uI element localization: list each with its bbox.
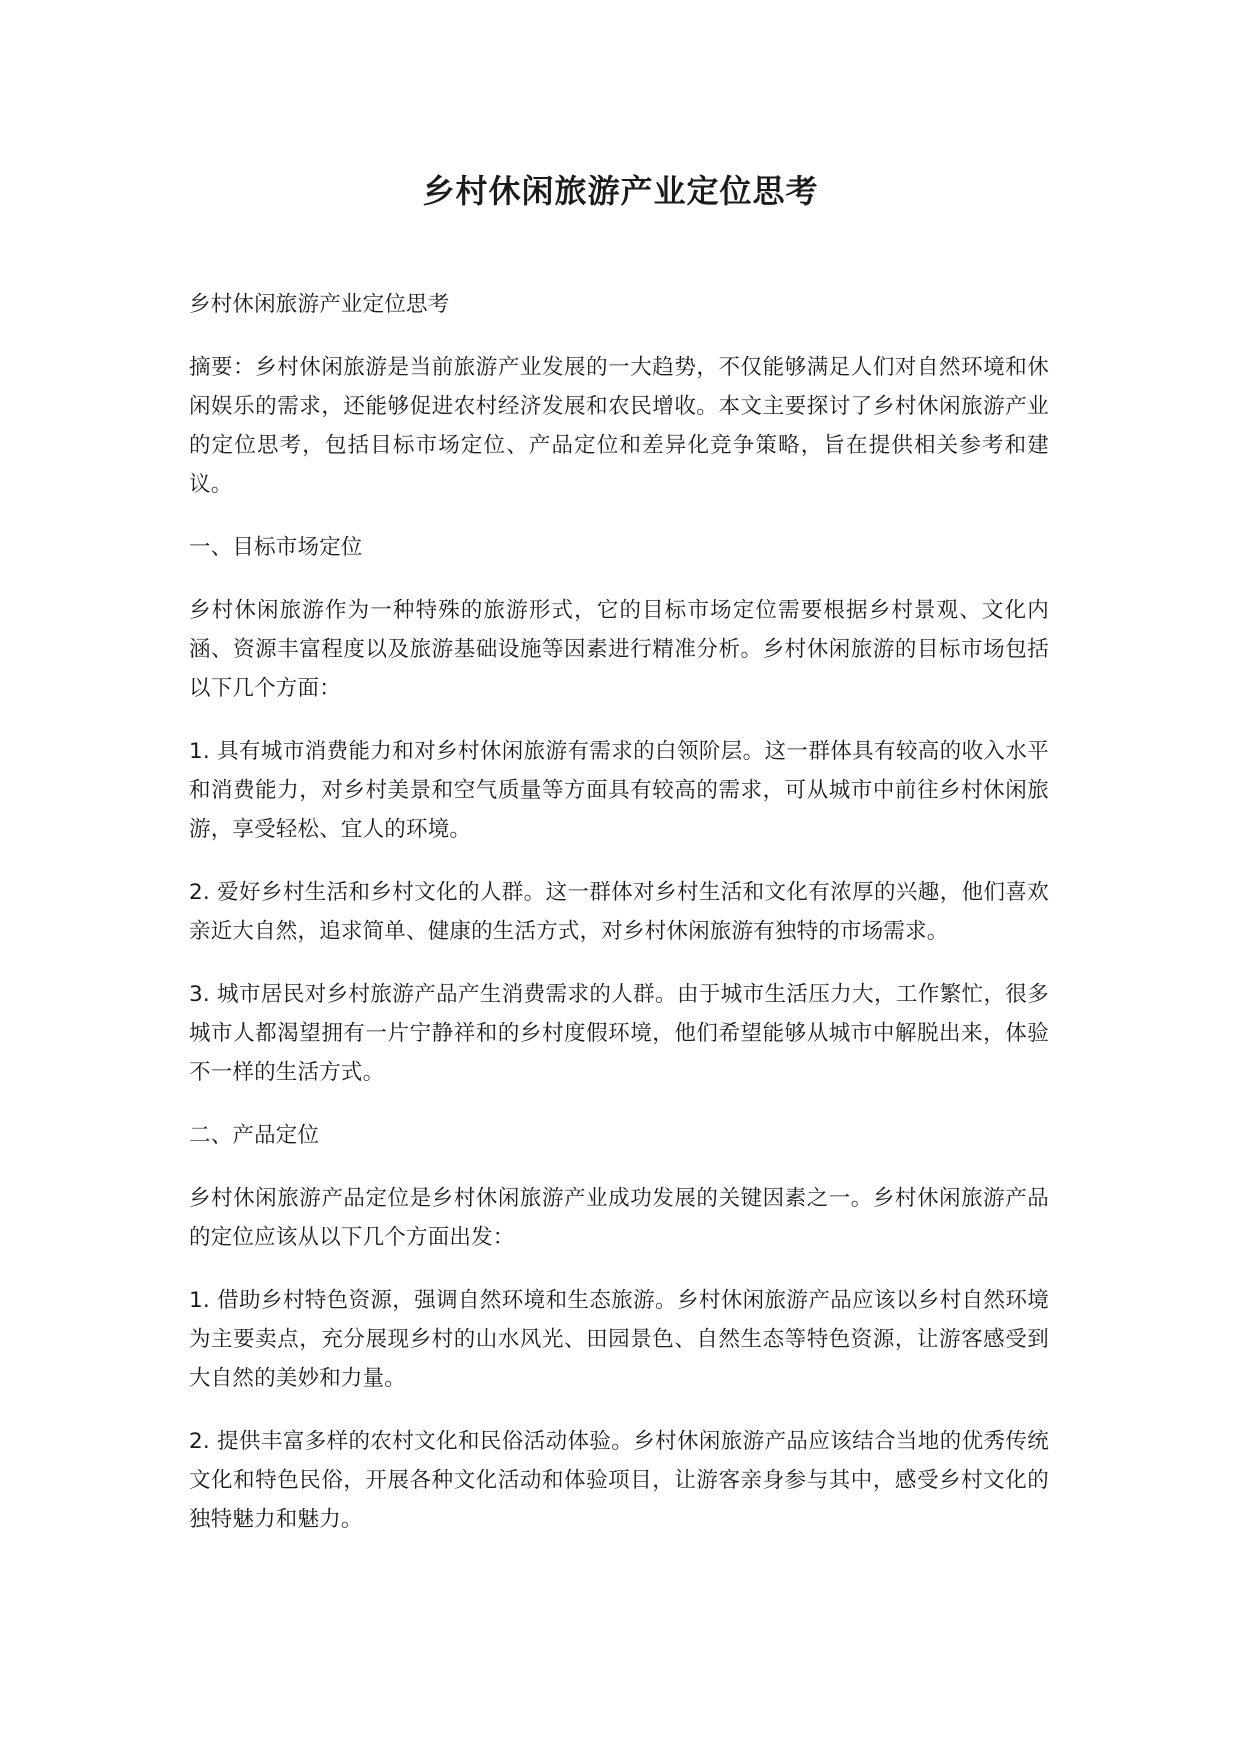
document-title: 乡村休闲旅游产业定位思考 [422,172,819,210]
document-body [189,285,1049,1563]
body-paragraph: 乡村休闲旅游产品定位是乡村休闲旅游产业成功发展的关键因素之一。乡村休闲旅游产品的定位应该从以下几个方面出发： [189,1186,1049,1250]
list-item-1: 1. 借助乡村特色资源，强调自然环境和生态旅游。乡村休闲旅游产品应该以乡村自然环境为主要卖点，充分展现乡村的山水风光、田园景色、自然生态等特色资源，让游客感受到大自然的美妙和力量。 [189,1288,1049,1391]
abstract-paragraph: 摘要：乡村休闲旅游是当前旅游产业发展的一大趋势，不仅能够满足人们对自然环境和休闲娱乐的需求，还能够促进农村经济发展和农民增收。本文主要探讨了乡村休闲旅游产业的定位思考，包括目标市场定位、产品定位和差异化竞争策略，旨在提供相关参考和建议。 [189,355,1049,497]
list-item-2: 2. 爱好乡村生活和乡村文化的人群。这一群体对乡村生活和文化有浓厚的兴趣，他们喜欢亲近大自然，追求简单、健康的生活方式，对乡村休闲旅游有独特的市场需求。 [189,880,1049,944]
subtitle-paragraph: 乡村休闲旅游产业定位思考 [189,292,450,317]
list-item-3: 3. 城市居民对乡村旅游产品产生消费需求的人群。由于城市生活压力大，工作繁忙，很多城市人都渴望拥有一片宁静祥和的乡村度假环境，他们希望能够从城市中解脱出来，体验不一样的生活方式。 [189,982,1049,1085]
section-heading-target-market: 一、目标市场定位 [189,535,363,560]
list-item-2: 2. 提供丰富多样的农村文化和民俗活动体验。乡村休闲旅游产品应该结合当地的优秀传统文化和特色民俗，开展各种文化活动和体验项目，让游客亲身参与其中，感受乡村文化的独特魅力和魅力。 [189,1429,1049,1532]
section-heading-product: 二、产品定位 [189,1123,320,1148]
list-item-1: 1. 具有城市消费能力和对乡村休闲旅游有需求的白领阶层。这一群体具有较高的收入水平和消费能力，对乡村美景和空气质量等方面具有较高的需求，可从城市中前往乡村休闲旅游，享受轻松、宜人的环境。 [189,739,1049,842]
body-paragraph: 乡村休闲旅游作为一种特殊的旅游形式，它的目标市场定位需要根据乡村景观、文化内涵、资源丰富程度以及旅游基础设施等因素进行精准分析。乡村休闲旅游的目标市场包括以下几个方面： [189,598,1049,701]
